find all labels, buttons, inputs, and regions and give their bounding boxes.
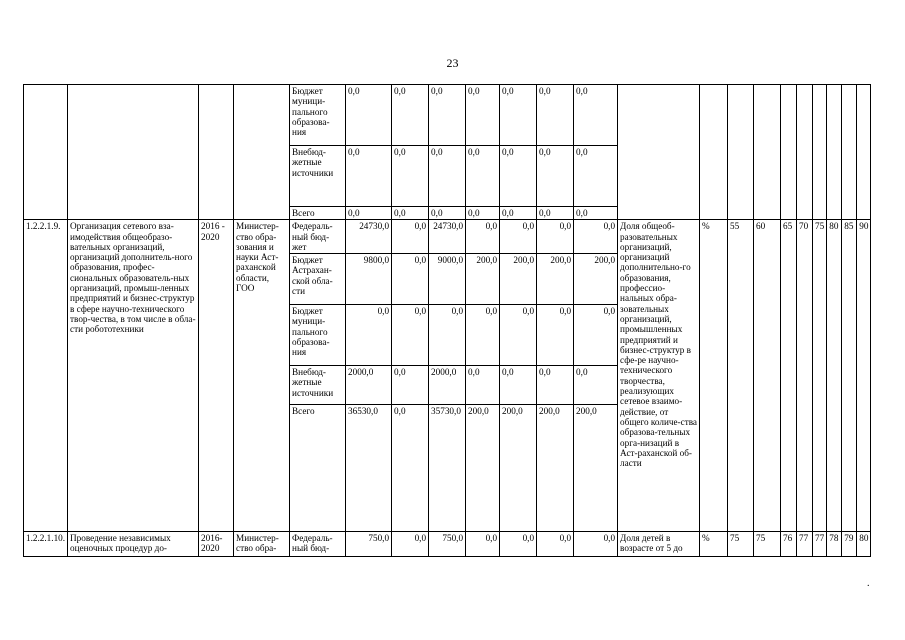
corner-mark: .	[867, 578, 870, 589]
value-cell: 2000,0	[429, 366, 466, 405]
indicator-text: Доля общеоб-разовательных организаций, организаций дополнительно-го образования, профессио-нальных обра-зовательных организаций, промышленных предприятий и бизнес-структур в сфе-ре научно-технического творчества, реализующих сетевое взаимо-действие, от общего количе-ства образова-тельных орга-низаций в Аст-раханской об-ласти	[618, 220, 700, 532]
value-cell: 24730,0	[346, 220, 392, 254]
value-cell: 0,0	[500, 207, 537, 220]
value-cell: 9800,0	[346, 254, 392, 305]
item-number: 1.2.2.1.10.	[24, 532, 68, 557]
value-cell: 0,0	[429, 85, 466, 146]
value-cell: 200,0	[466, 254, 500, 305]
source-label: Бюджет муници-пального образова-ния	[290, 305, 346, 366]
value-cell: 200,0	[574, 405, 618, 532]
value-cell: 200,0	[466, 405, 500, 532]
value-cell: 0,0	[574, 85, 618, 146]
value-cell: 0,0	[537, 146, 574, 207]
item-number: 1.2.2.1.9.	[24, 220, 68, 532]
value-cell: 0,0	[466, 85, 500, 146]
value-cell: 0,0	[500, 85, 537, 146]
target-cell: 85	[842, 220, 857, 532]
item-period: 2016 - 2020	[199, 220, 234, 532]
value-cell: 9000,0	[429, 254, 466, 305]
value-cell: 0,0	[500, 146, 537, 207]
target-cell: 75	[813, 220, 827, 532]
value-cell: 200,0	[537, 405, 574, 532]
item-row	[24, 532, 871, 557]
value-cell: 0,0	[392, 220, 429, 254]
value-cell: 200,0	[500, 254, 537, 305]
target-cell: 75	[728, 532, 754, 557]
value-cell: 0,0	[346, 146, 392, 207]
target-cell: 77	[797, 532, 813, 557]
unit-cell: %	[700, 532, 728, 557]
unit-cell: %	[700, 220, 728, 532]
value-cell: 0,0	[574, 532, 618, 557]
item-description: Организация сетевого вза-имодействия общеобразо-вательных организаций, организаций дополнитель-ного образования, профес-сиональных образователь-ных организаций, промыш-ленных предприятий и бизнес-структур в сфере научно-технического твор-чества, в том числе в обла-сти робототехники	[68, 220, 199, 532]
value-cell: 0,0	[574, 207, 618, 220]
value-cell: 0,0	[466, 220, 500, 254]
target-cell: 76	[781, 532, 797, 557]
value-cell: 0,0	[392, 366, 429, 405]
value-cell: 750,0	[346, 532, 392, 557]
source-label: Всего	[290, 207, 346, 220]
target-cell: 65	[781, 220, 797, 532]
target-cell: 75	[754, 532, 781, 557]
value-cell: 0,0	[392, 254, 429, 305]
target-cell: 70	[797, 220, 813, 532]
value-cell: 0,0	[537, 305, 574, 366]
value-cell: 0,0	[466, 532, 500, 557]
value-cell: 0,0	[429, 207, 466, 220]
value-cell: 0,0	[500, 532, 537, 557]
value-cell: 0,0	[429, 146, 466, 207]
target-cell: 55	[728, 220, 754, 532]
value-cell: 2000,0	[346, 366, 392, 405]
value-cell: 0,0	[392, 85, 429, 146]
item-period: 2016-2020	[199, 532, 234, 557]
item-row	[24, 220, 871, 254]
item-executor: Министер-ство обра-зования и науки Аст-раханской области, ГОО	[234, 220, 290, 532]
continuation-row	[24, 85, 871, 146]
value-cell: 0,0	[392, 305, 429, 366]
page-number: 23	[446, 56, 459, 70]
value-cell: 0,0	[537, 207, 574, 220]
value-cell: 200,0	[574, 254, 618, 305]
value-cell: 200,0	[500, 405, 537, 532]
source-label: Бюджет Астрахан-ской обла-сти	[290, 254, 346, 305]
value-cell: 0,0	[466, 146, 500, 207]
item-description: Проведение независимых оценочных процедур до-	[68, 532, 199, 557]
target-cell: 90	[857, 220, 871, 532]
target-cell: 78	[827, 532, 842, 557]
source-label: Федераль-ный бюд-жет	[290, 220, 346, 254]
source-label: Внебюд-жетные источники	[290, 366, 346, 405]
source-label: Федераль-ный бюд-	[290, 532, 346, 557]
value-cell: 0,0	[346, 305, 392, 366]
value-cell: 0,0	[346, 207, 392, 220]
value-cell: 0,0	[574, 305, 618, 366]
target-cell: 80	[857, 532, 871, 557]
source-label: Бюджет муници-пального образова-ния	[290, 85, 346, 146]
value-cell: 0,0	[574, 220, 618, 254]
value-cell: 0,0	[392, 146, 429, 207]
value-cell: 200,0	[537, 254, 574, 305]
target-cell: 79	[842, 532, 857, 557]
value-cell: 0,0	[500, 305, 537, 366]
target-cell: 80	[827, 220, 842, 532]
value-cell: 0,0	[346, 85, 392, 146]
value-cell: 0,0	[466, 305, 500, 366]
item-executor: Министер-ство обра-	[234, 532, 290, 557]
target-cell: 60	[754, 220, 781, 532]
value-cell: 0,0	[500, 366, 537, 405]
value-cell: 0,0	[537, 532, 574, 557]
value-cell: 35730,0	[429, 405, 466, 532]
value-cell: 750,0	[429, 532, 466, 557]
value-cell: 24730,0	[429, 220, 466, 254]
value-cell: 0,0	[537, 85, 574, 146]
source-label: Внебюд-жетные источники	[290, 146, 346, 207]
value-cell: 0,0	[574, 366, 618, 405]
indicator-text: Доля детей в возрасте от 5 до	[618, 532, 700, 557]
value-cell: 0,0	[466, 366, 500, 405]
value-cell: 0,0	[466, 207, 500, 220]
target-cell: 77	[813, 532, 827, 557]
program-table	[23, 84, 871, 557]
value-cell: 0,0	[574, 146, 618, 207]
value-cell: 0,0	[500, 220, 537, 254]
value-cell: 0,0	[392, 405, 429, 532]
value-cell: 0,0	[537, 220, 574, 254]
value-cell: 0,0	[429, 305, 466, 366]
source-label: Всего	[290, 405, 346, 532]
value-cell: 36530,0	[346, 405, 392, 532]
value-cell: 0,0	[537, 366, 574, 405]
value-cell: 0,0	[392, 207, 429, 220]
value-cell: 0,0	[392, 532, 429, 557]
